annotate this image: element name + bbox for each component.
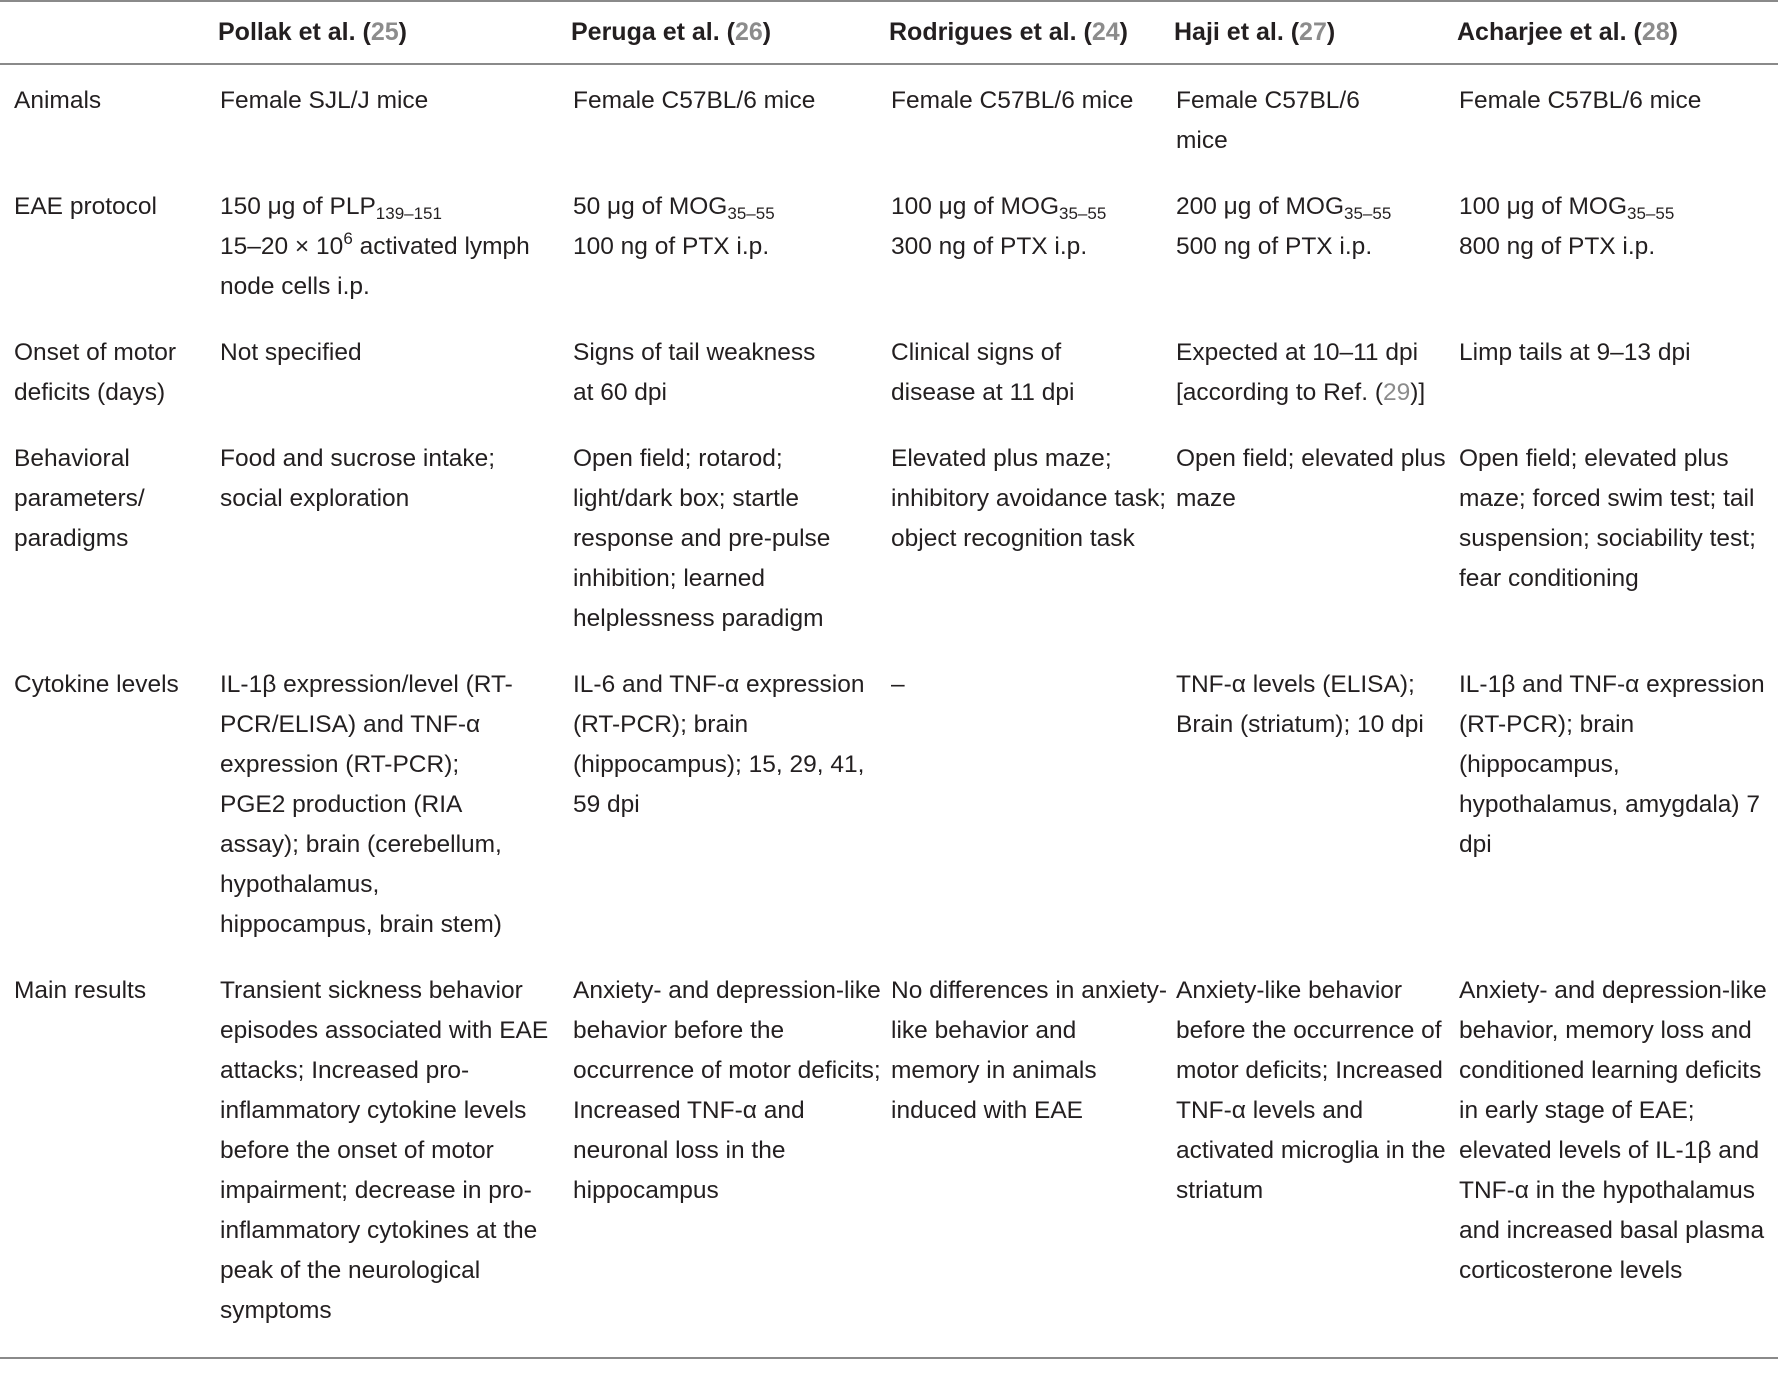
row-label: Main results [14, 977, 147, 1004]
table-cell: Female SJL/J mice [220, 87, 429, 114]
table-cell: Anxiety- and depression-like behavior, memory loss and conditioned learning deficits in early stage of EAE; elevated levels of IL-1β and TNF-α in the hypothalamus and increased basal plasma corticosterone levels [1459, 977, 1767, 1284]
table-cell: Anxiety- and depression-like behavior before the occurrence of motor deficits; Increased TNF-α and neuronal loss in the hippocampus [573, 977, 881, 1204]
ref-link-25[interactable]: 25 [370, 18, 399, 46]
header-rodrigues: Rodrigues et al. (24) [889, 18, 1128, 46]
ref-link-29[interactable]: 29 [1382, 379, 1411, 406]
row-eae-protocol [0, 175, 1778, 321]
header-peruga: Peruga et al. (26) [571, 18, 772, 46]
table-cell: Transient sickness behavior episodes associated with EAE attacks; Increased pro-inflammatory cytokine levels before the onset of motor impairment; decrease in pro-inflammatory cytokines at the peak of the neurological symptoms [220, 977, 549, 1324]
ref-link-28[interactable]: 28 [1641, 18, 1670, 46]
row-label: Onset of motor deficits (days) [14, 339, 177, 406]
row-cytokine [0, 653, 1778, 959]
table-cell: Female C57BL/6 mice [573, 87, 816, 114]
header-empty [0, 1, 218, 64]
ref-link-24[interactable]: 24 [1091, 18, 1120, 46]
header-pollak: Pollak et al. (25) [218, 18, 407, 46]
table-cell: TNF-α levels (ELISA); Brain (striatum); 10 dpi [1176, 671, 1424, 738]
table-cell: 100 μg of $MOG_{35-55}$ 300 ng of PTX i.p. [891, 193, 1107, 260]
table-cell: Open field; elevated plus maze [1176, 445, 1446, 512]
ref-link-27[interactable]: 27 [1299, 18, 1327, 46]
row-label: Animals [14, 87, 102, 114]
table-cell: IL-1β and TNF-α expression (RT-PCR); brain (hippocampus, hypothalamus, amygdala) 7 dpi [1459, 671, 1765, 858]
table-cell: Expected at 10–11 dpi [according to Ref. (29)] [1176, 339, 1426, 406]
table-cell: 50 μg of $MOG_{35-55}$ 100 ng of PTX i.p. [573, 193, 775, 260]
table-cell: Open field; elevated plus maze; forced swim test; tail suspension; sociability test; fear conditioning [1459, 445, 1756, 592]
table-cell: Open field; rotarod; light/dark box; startle response and pre-pulse inhibition; learned helplessness paradigm [573, 445, 831, 632]
table-cell: Limp tails at 9–13 dpi [1459, 339, 1691, 366]
table-cell: Signs of tail weakness at 60 dpi [573, 339, 816, 406]
table-cell: Clinical signs of disease at 11 dpi [891, 339, 1075, 406]
row-main-results [0, 959, 1778, 1358]
table-cell: Anxiety-like behavior before the occurrence of motor deficits; Increased TNF-α levels and activated microglia in the striatum [1176, 977, 1446, 1204]
table-cell: Female C57BL/6 mice [1459, 87, 1702, 114]
table-cell: IL-6 and TNF-α expression (RT-PCR); brain (hippocampus); 15, 29, 41, 59 dpi [573, 671, 865, 818]
row-label: Cytokine levels [14, 671, 179, 698]
header-row [0, 1, 1778, 64]
table-cell: Female C57BL/6 mice [891, 87, 1134, 114]
table-cell: 150 μg of $PLP_{139-151}$ $15-20 \times 10^6$ activated lymph node cells i.p. [220, 193, 530, 300]
table-header [0, 1, 1778, 64]
header-acharjee: Acharjee et al. (28) [1457, 18, 1678, 46]
table-cell: Female C57BL/6 mice [1176, 87, 1360, 154]
table-cell: No differences in anxiety-like behavior and memory in animals induced with EAE [891, 977, 1167, 1124]
row-behavioral [0, 427, 1778, 653]
row-label: Behavioral parameters/ paradigms [14, 445, 145, 552]
row-animals [0, 64, 1778, 175]
table-cell: IL-1β expression/level (RT-PCR/ELISA) and TNF-α expression (RT-PCR); PGE2 production (RIA assay); brain (cerebellum, hypothalamus, hippocampus, brain stem) [220, 671, 513, 938]
table-cell: Not specified [220, 339, 362, 366]
table-cell: – [891, 671, 905, 698]
table-cell: Food and sucrose intake; social exploration [220, 445, 496, 512]
table-cell: Elevated plus maze; inhibitory avoidance task; object recognition task [891, 445, 1167, 552]
ref-link-26[interactable]: 26 [734, 18, 763, 46]
header-haji: Haji et al. (27) [1174, 18, 1336, 46]
table-body [0, 64, 1778, 1358]
table-cell: 100 μg of $MOG_{35-55}$ 800 ng of PTX i.p. [1459, 193, 1675, 260]
row-label: EAE protocol [14, 193, 157, 220]
table-cell: 200 μg of $MOG_{35-55}$ 500 ng of PTX i.p. [1176, 193, 1392, 260]
row-onset [0, 321, 1778, 427]
